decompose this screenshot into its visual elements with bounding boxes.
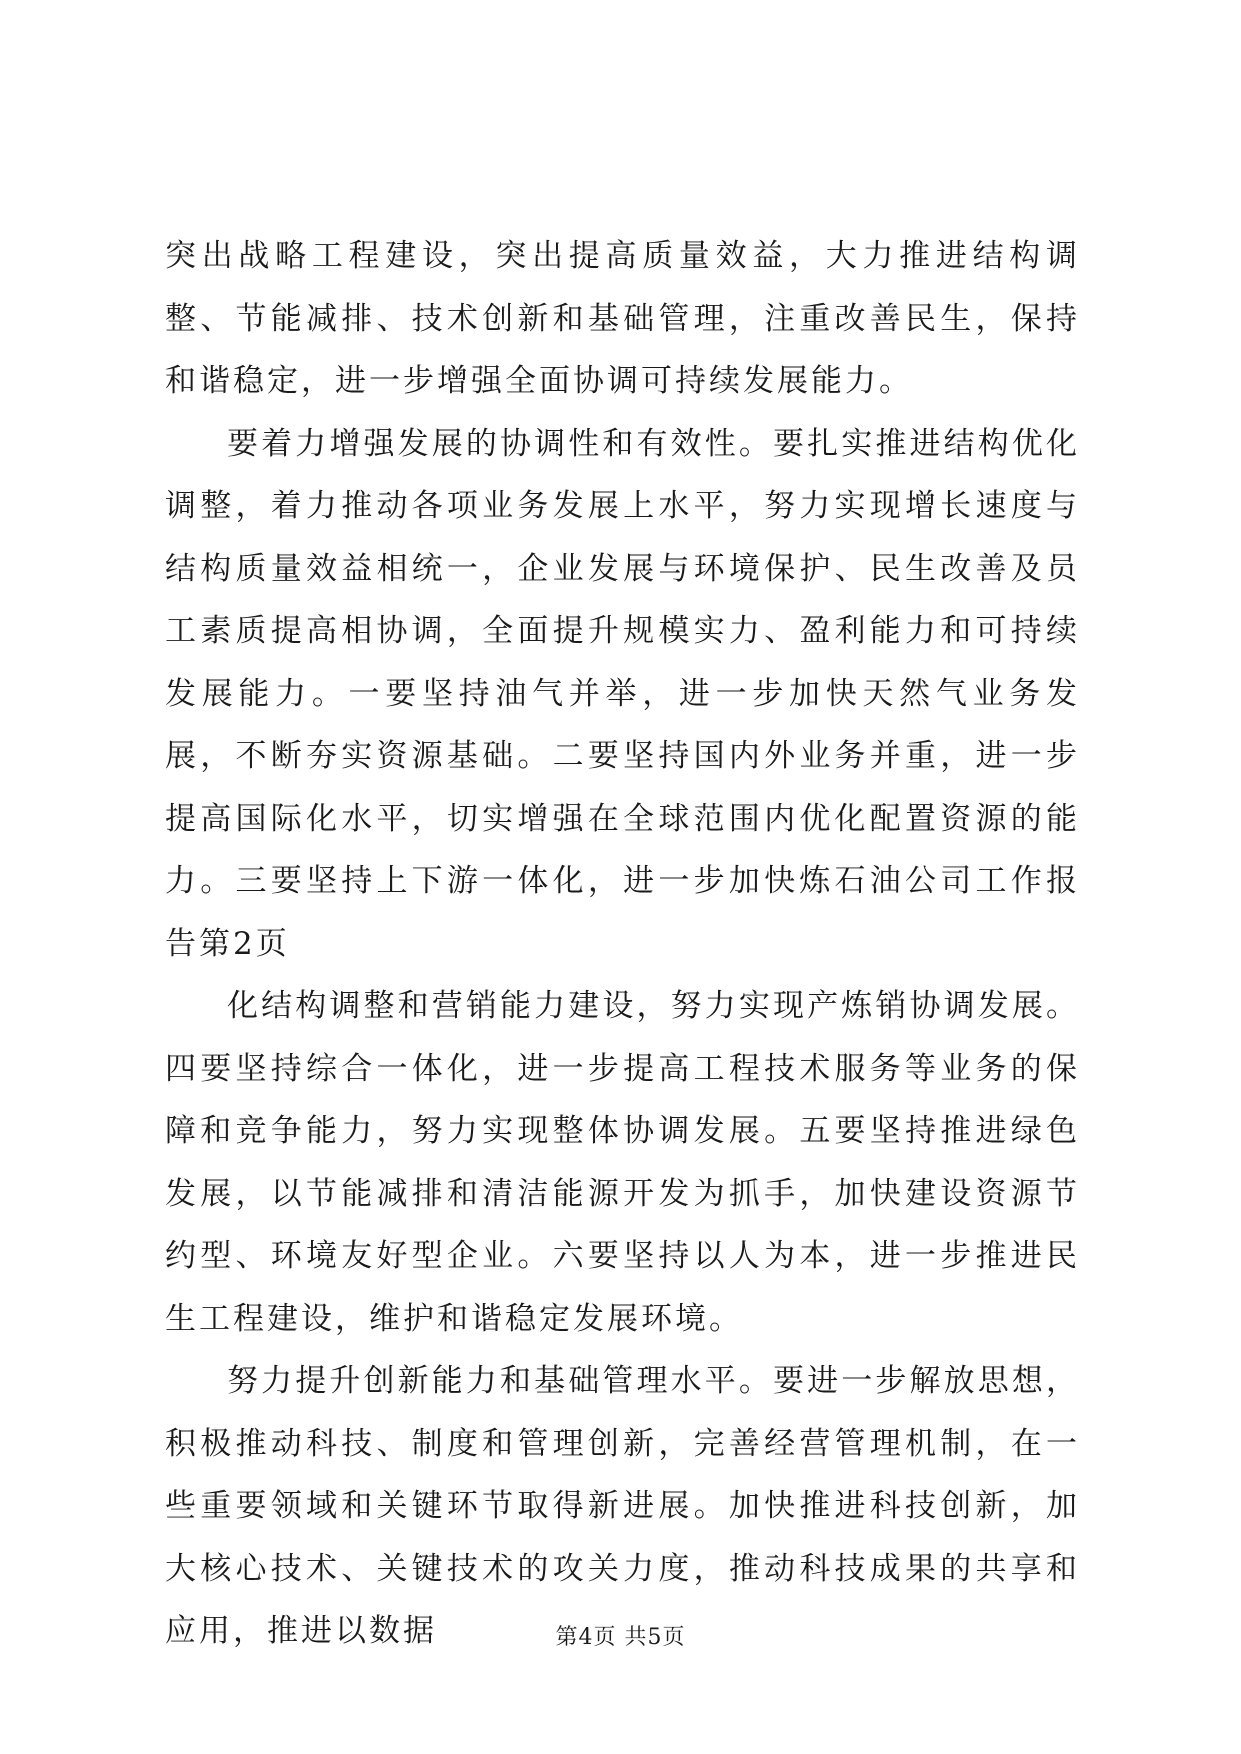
paragraph-1: 突出战略工程建设，突出提高质量效益，大力推进结构调整、节能减排、技术创新和基础管理，注重改善民生，保持和谐稳定，进一步增强全面协调可持续发展能力。 bbox=[165, 238, 1080, 399]
paragraph-3: 化结构调整和营销能力建设，努力实现产炼销协调发展。四要坚持综合一体化，进一步提高工程技术服务等业务的保障和竞争能力，努力实现整体协调发展。五要坚持推进绿色发展，以节能减排和清洁能源开发为抓手，加快建设资源节约型、环境友好型企业。六要坚持以人为本，进一步推进民生工程建设，维护和谐稳定发展环境。 bbox=[165, 988, 1080, 1337]
page-number-label: 第4页 共5页 bbox=[555, 1625, 686, 1650]
page-footer bbox=[0, 1620, 1241, 1651]
paragraph-2: 要着力增强发展的协调性和有效性。要扎实推进结构优化调整，着力推动各项业务发展上水平，努力实现增长速度与结构质量效益相统一，企业发展与环境保护、民生改善及员工素质提高相协调，全面提升规模实力、盈利能力和可持续发展能力。一要坚持油气并举，进一步加快天然气业务发展，不断夯实资源基础。二要坚持国内外业务并重，进一步提高国际化水平，切实增强在全球范围内优化配置资源的能力。三要坚持上下游一体化，进一步加快炼石油公司工作报告第2页 bbox=[165, 425, 1080, 962]
paragraph-4: 努力提升创新能力和基础管理水平。要进一步解放思想，积极推动科技、制度和管理创新，完善经营管理机制，在一些重要领域和关键环节取得新进展。加快推进科技创新，加大核心技术、关键技术的攻关力度，推动科技成果的共享和应用，推进以数据 bbox=[165, 1363, 1080, 1649]
body-text bbox=[165, 225, 1080, 1663]
